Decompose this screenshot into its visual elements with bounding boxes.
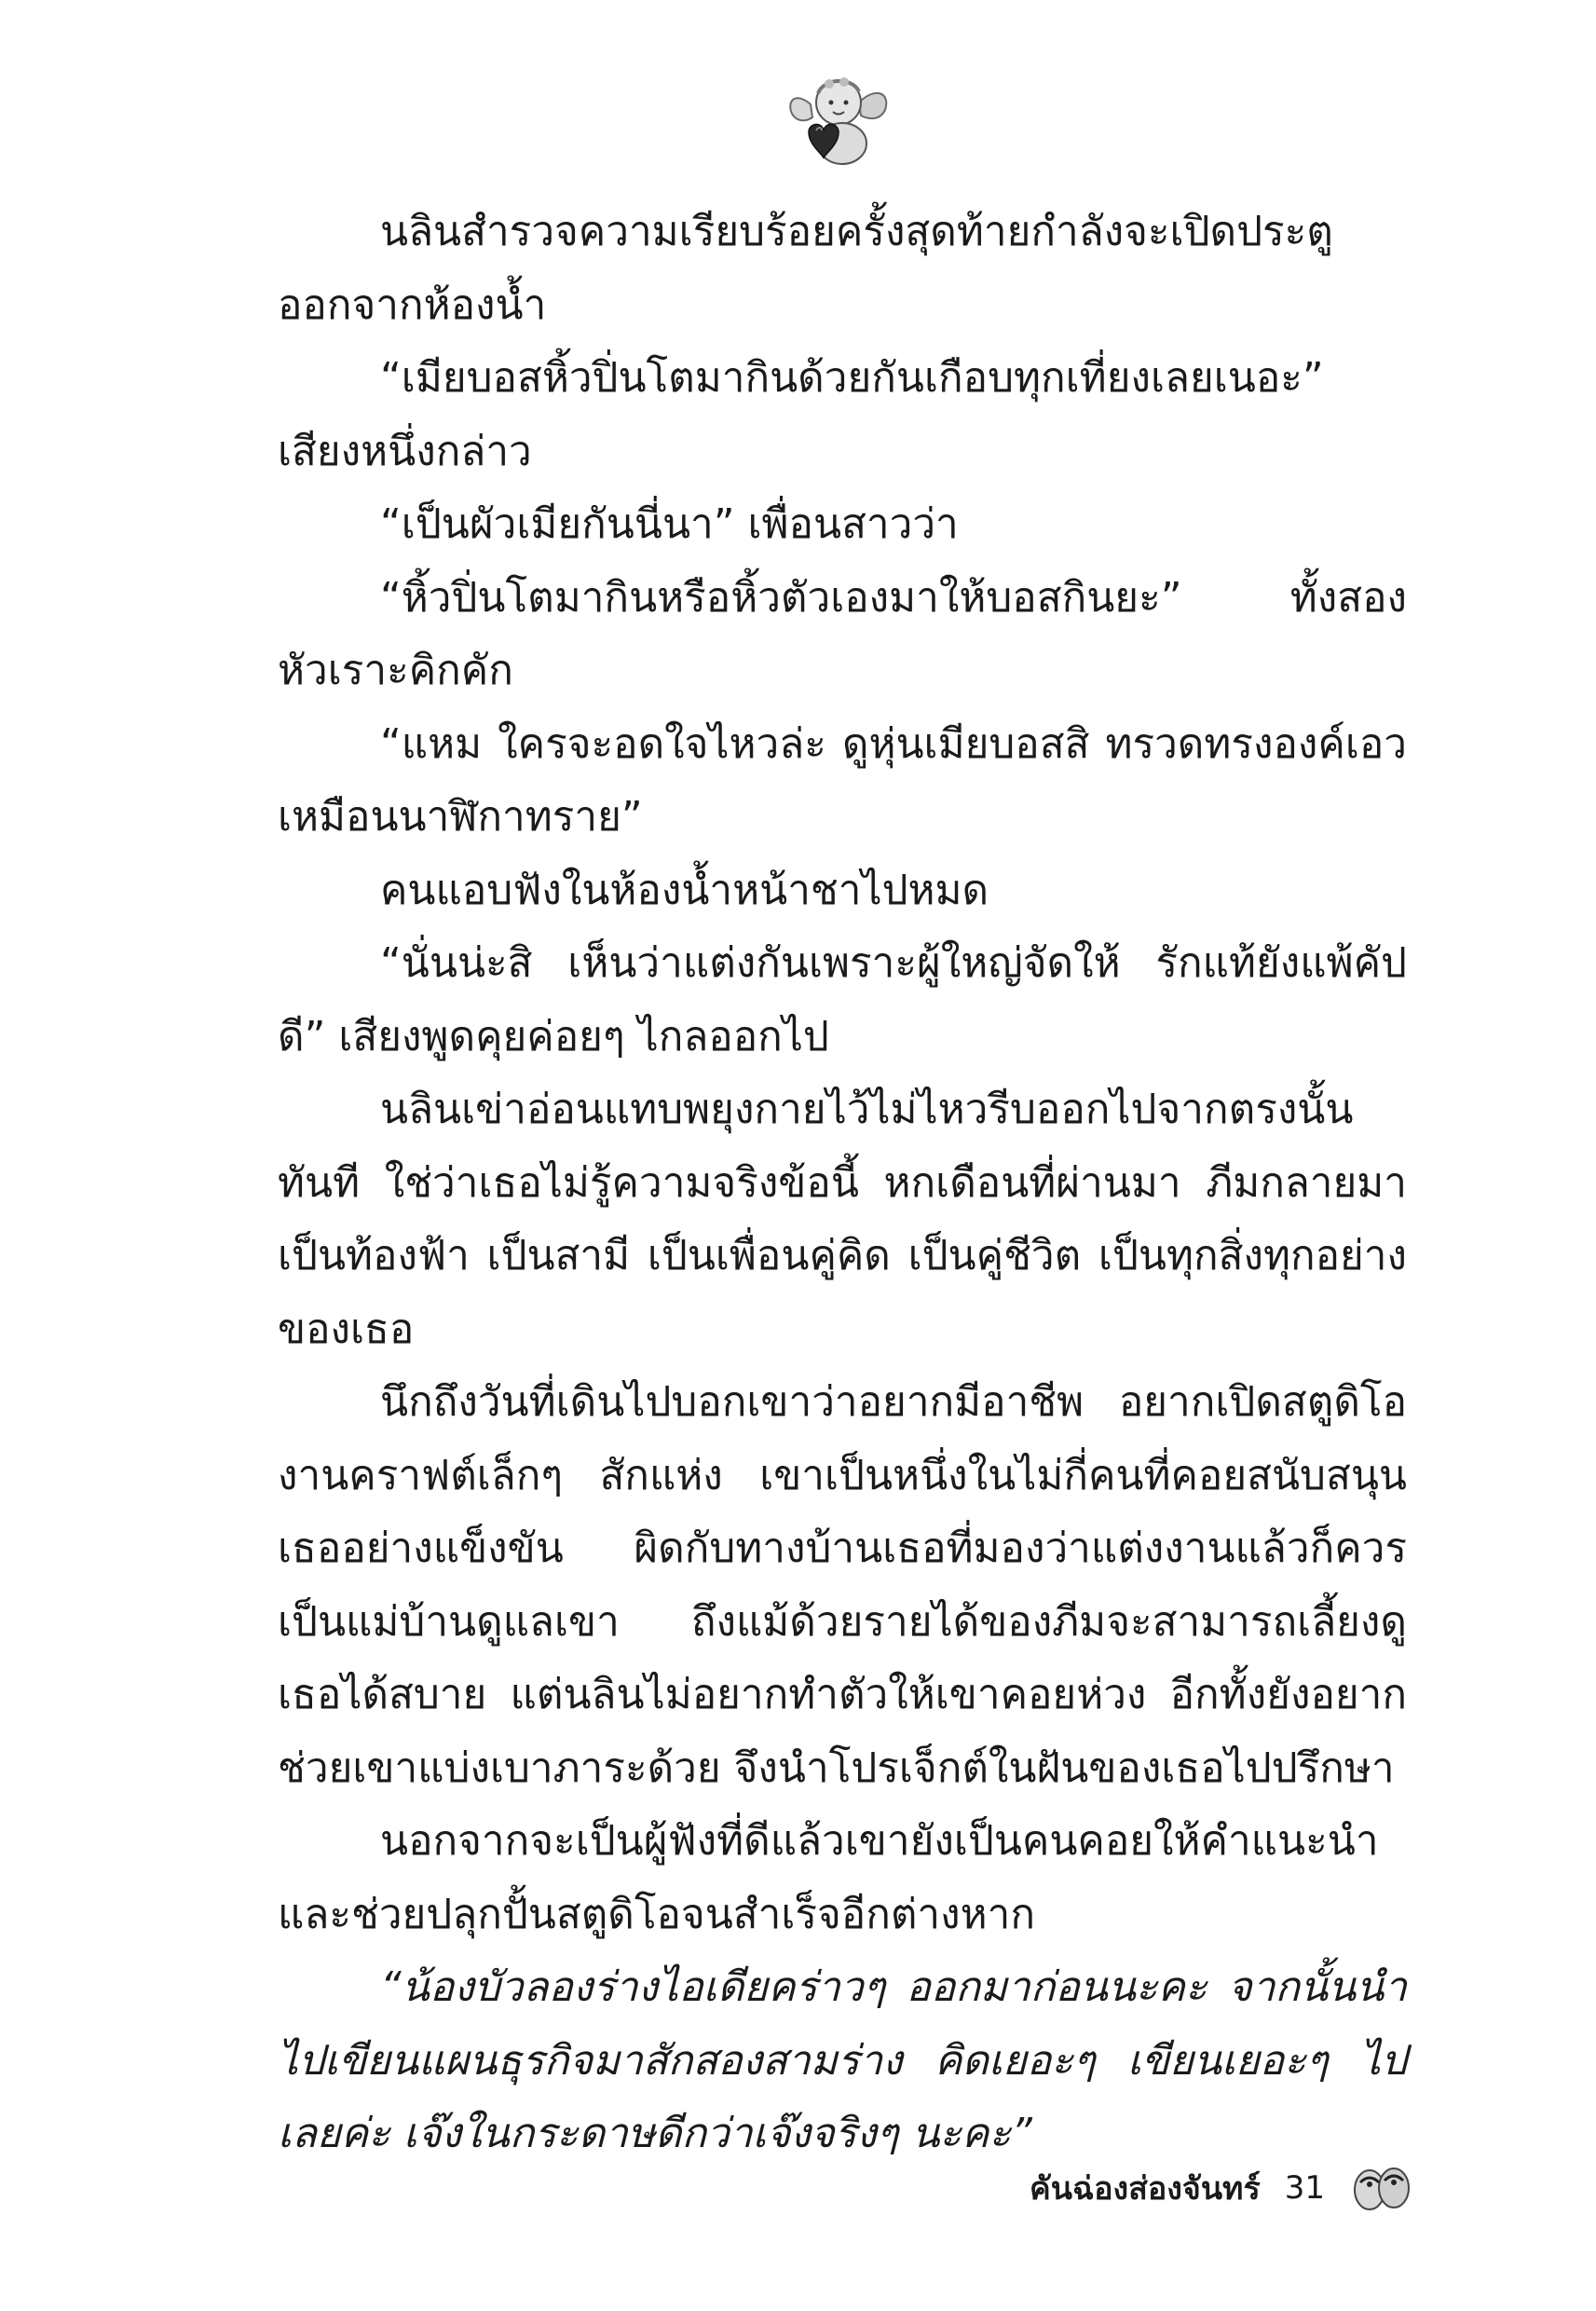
paragraph: “หิ้วปิ่นโตมากินหรือหิ้วตัวเองมาให้บอสกินยะ” ทั้งสองหัวเราะคิกคัก bbox=[278, 573, 1407, 694]
book-title: คันฉ่องส่องจันทร์ bbox=[1029, 2170, 1261, 2208]
paragraph: “เมียบอสหิ้วปิ่นโตมากินด้วยกันเกือบทุกเที่ยงเลยเนอะ” เสียงหนึ่งกล่าว bbox=[278, 354, 1324, 475]
paragraph: นึกถึงวันที่เดินไปบอกเขาว่าอยากมีอาชีพ อยากเปิดสตูดิโองานคราฟต์เล็กๆ สักแห่ง เขาเป็นหนึ่งในไม่กี่คนที่คอยสนับสนุนเธออย่างแข็งขัน ผิดกับทางบ้านเธอที่มองว่าแต่งงานแล้วก็ควรเป็นแม่บ้านดูแลเขา ถึงแม้ด้วยรายได้ของภีมจะสามารถเลี้ยงดูเธอได้สบาย แต่นลินไม่อยากทำตัวให้เขาคอยห่วง อีกทั้งยังอยากช่วยเขาแบ่งเบาภาระด้วย จึงนำโปรเจ็กต์ในฝันของเธอไปปรึกษา bbox=[278, 1378, 1407, 1792]
paragraph: “นั่นน่ะสิ เห็นว่าแต่งกันเพราะผู้ใหญ่จัดให้ รักแท้ยังแพ้คัปดี” เสียงพูดคุยค่อยๆ ไกลออกไป bbox=[278, 939, 1407, 1060]
paragraph: “แหม ใครจะอดใจไหวล่ะ ดูหุ่นเมียบอสสิ ทรวดทรงองค์เอวเหมือนนาฬิกาทราย” bbox=[278, 719, 1407, 841]
page-number: 31 bbox=[1284, 2169, 1325, 2207]
body-text bbox=[278, 196, 1407, 2171]
cherub-holding-heart-icon bbox=[783, 65, 894, 177]
paragraph: นอกจากจะเป็นผู้ฟังที่ดีแล้วเขายังเป็นคนคอยให้คำแนะนำและช่วยปลุกปั้นสตูดิโอจนสำเร็จอีกต่างหาก bbox=[278, 1817, 1379, 1938]
paragraph: นลินสำรวจความเรียบร้อยครั้งสุดท้ายกำลังจะเปิดประตูออกจากห้องน้ำ bbox=[278, 208, 1333, 329]
paragraph: คนแอบฟังในห้องน้ำหน้าชาไปหมด bbox=[380, 866, 989, 914]
paragraph: “เป็นผัวเมียกันนี่นา” เพื่อนสาวว่า bbox=[380, 500, 959, 548]
slippers-icon bbox=[1349, 2164, 1414, 2212]
page-footer bbox=[1030, 2160, 1414, 2216]
paragraph-italic-quote: “น้องบัวลองร่างไอเดียคร่าวๆ ออกมาก่อนนะคะ จากนั้นนำไปเขียนแผนธุรกิจมาสักสองสามร่าง คิดเยอะๆ เขียนเยอะๆ ไปเลยค่ะ เจ๊งในกระดาษดีกว่าเจ๊งจริงๆ นะคะ” bbox=[278, 1963, 1407, 2157]
paragraph: นลินเข่าอ่อนแทบพยุงกายไว้ไม่ไหวรีบออกไปจากตรงนั้นทันที ใช่ว่าเธอไม่รู้ความจริงข้อนี้ หกเดือนที่ผ่านมา ภีมกลายมาเป็นท้องฟ้า เป็นสามี เป็นเพื่อนคู่คิด เป็นคู่ชีวิต เป็นทุกสิ่งทุกอย่างของเธอ bbox=[278, 1086, 1407, 1353]
